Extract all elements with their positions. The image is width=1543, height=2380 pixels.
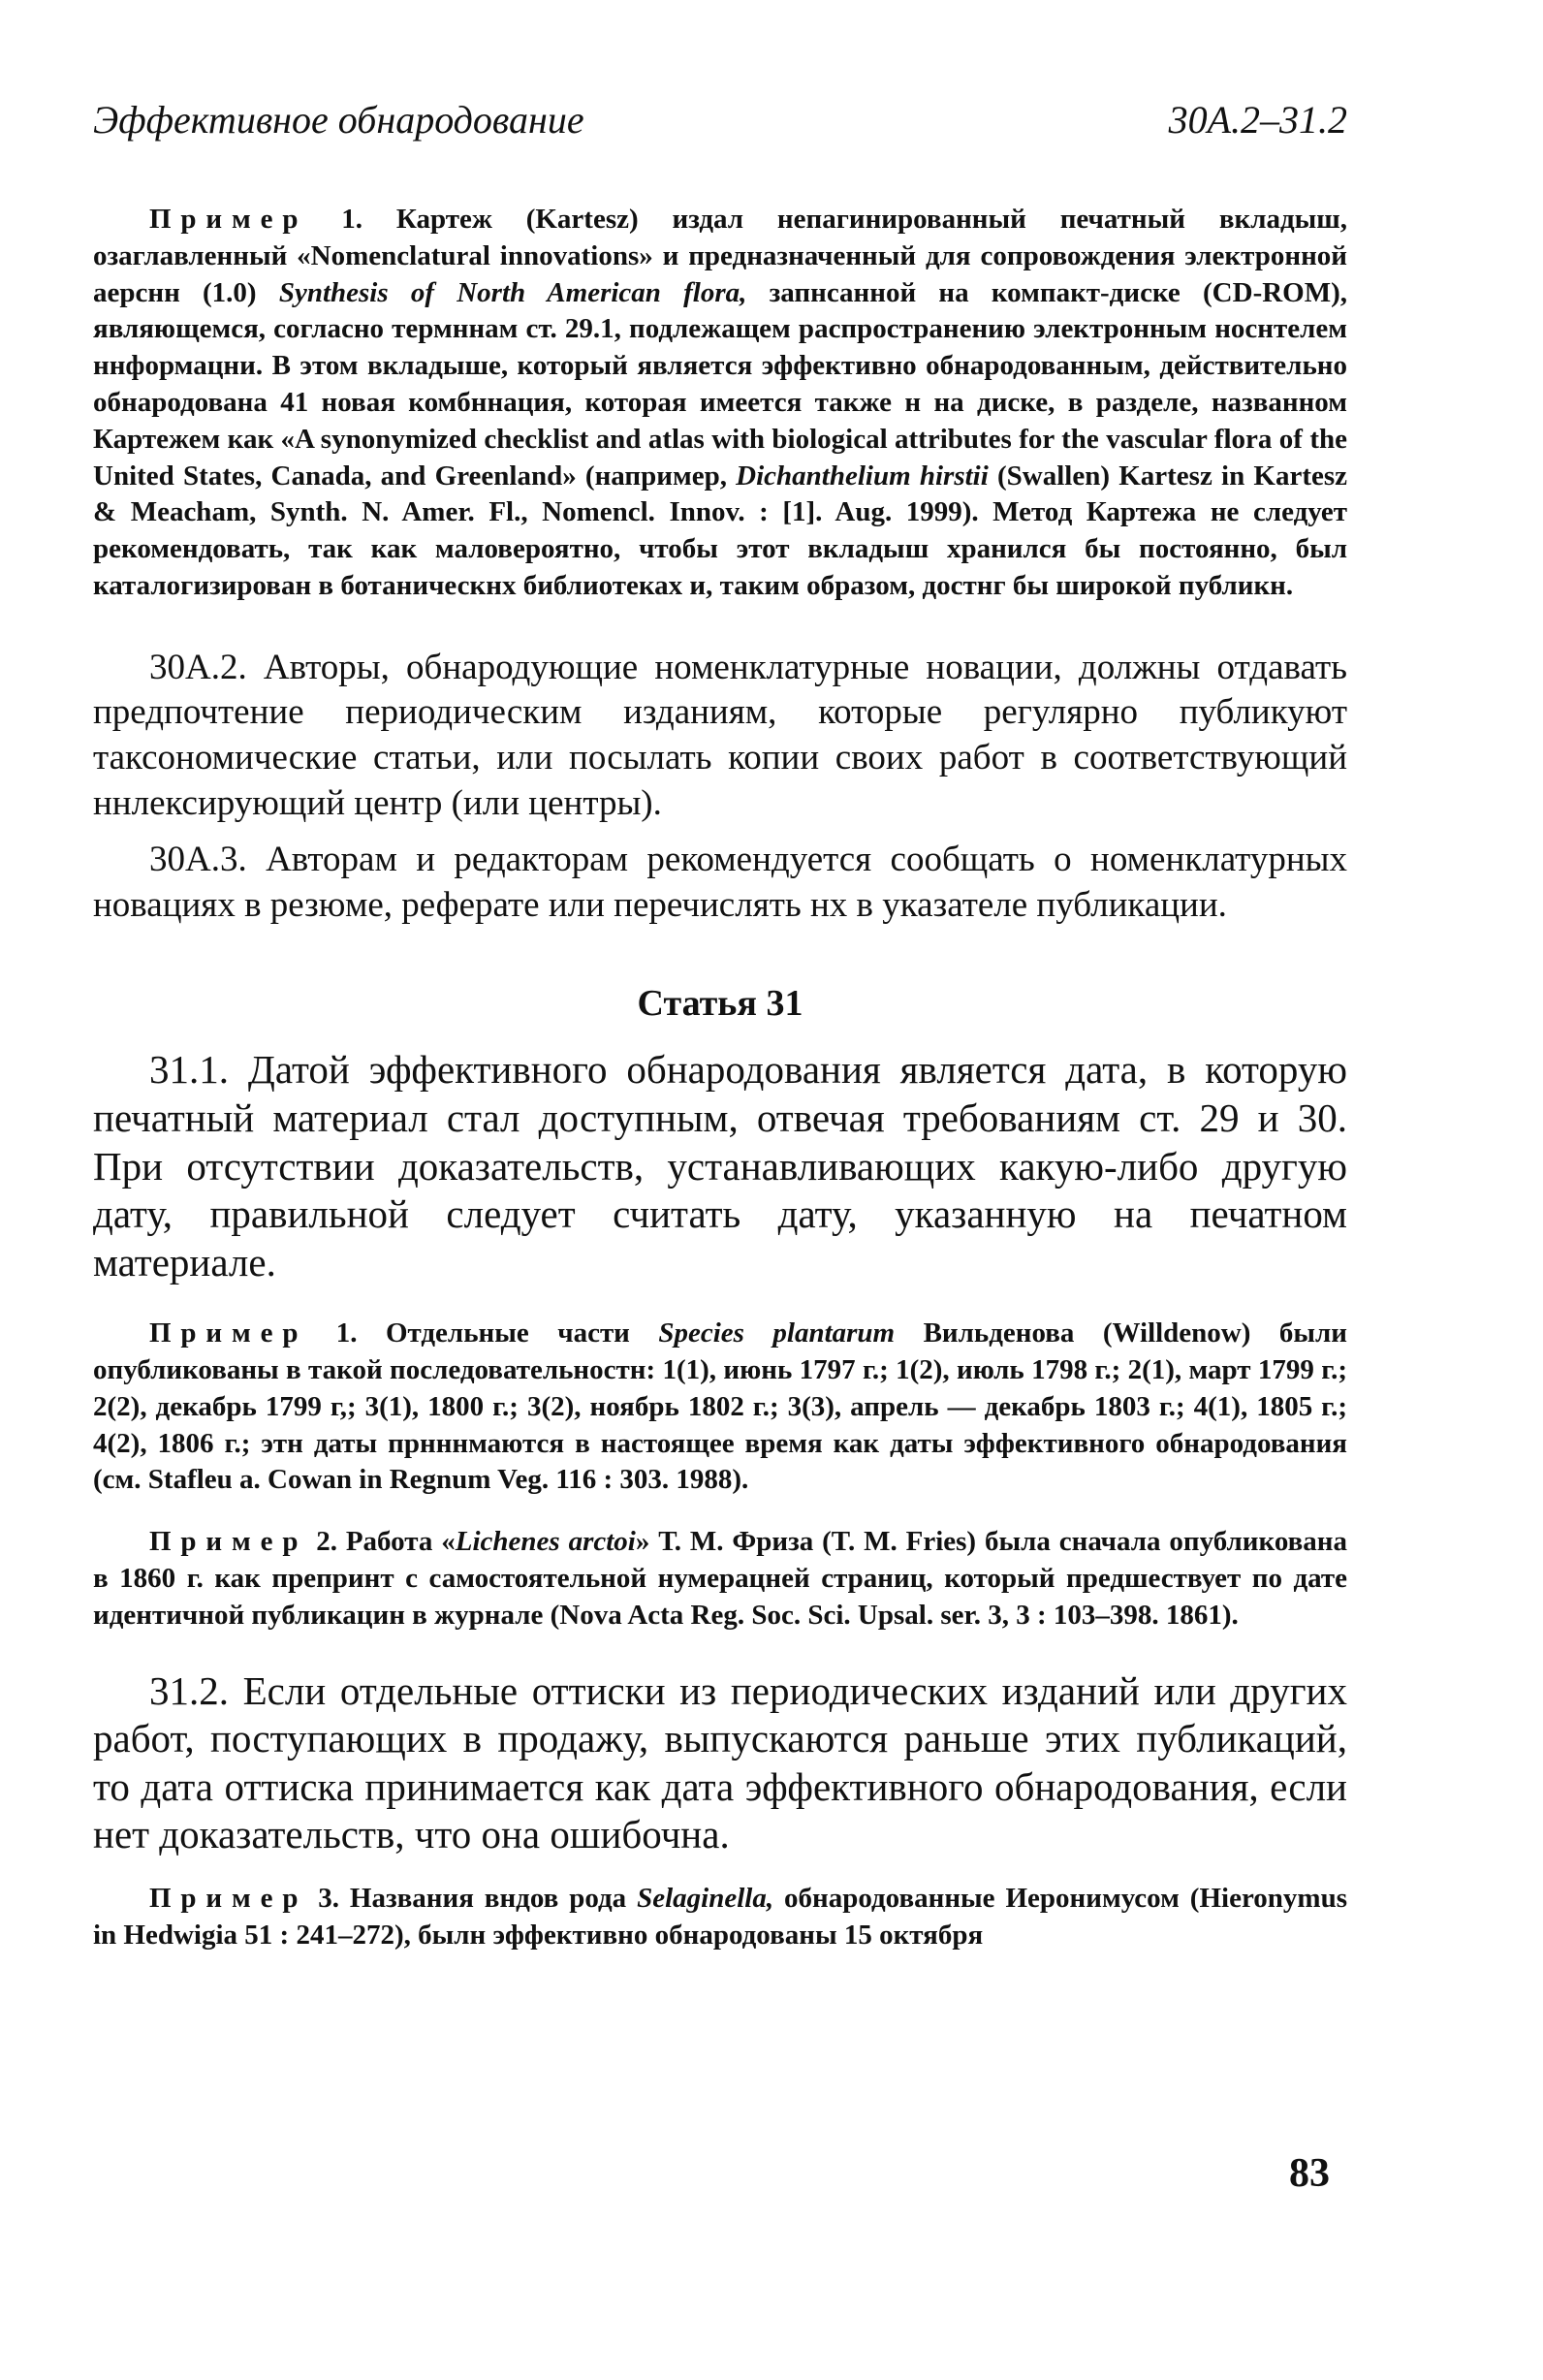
recommendation-30a3: 30A.3. Авторам и редакторам рекомендуется сообщать о номенклатурных новациях в резюме, реферате или перечислять нх в указателе публикации.	[93, 840, 1347, 925]
example-label: Пример	[149, 204, 308, 235]
example-number: 2.	[316, 1526, 337, 1558]
rule-31-2: 31.2. Если отдельные оттиски из периодических изданий или других работ, поступающих в продажу, выпускаются раньше этих публикаций, то дата оттиска принимается как дата эффективного обнародования, если нет доказательств, что она ошибочна.	[93, 1667, 1347, 1857]
work-title: Lichenes arctoi	[455, 1526, 636, 1558]
example-number: 1.	[335, 1317, 358, 1349]
section-range: 30A.2–31.2	[1168, 98, 1347, 142]
example-number: 1.	[341, 204, 362, 235]
example-text: Названия вндов рода	[349, 1883, 638, 1915]
example-label: Пример	[149, 1317, 308, 1349]
example-text: Картеж (Kartesz) издал непагинированный печатный вкладыш, озаглавленный «Nomenclatural innovations» и предназначенный для сопровождения электронной аерснн (1.0)	[93, 204, 1348, 308]
page-content	[93, 202, 1347, 1954]
example-text: обнародованные Иеронимусом (Hieronymus in Hedwigia 51 : 241–272), былн эффективно обнародованы 15 октября	[93, 1883, 1347, 1951]
work-title: Species plantarum	[658, 1317, 896, 1349]
example-text: Работа «	[345, 1526, 456, 1558]
example-text: Вильденова (Willdenow) были опубликованы в такой последовательностн: 1(1), июнь 1797 г.; 1(2), июль 1798 г.; 2(1), март 1799 г.; 2(2), декабрь 1799 г,; 3(1), 1800 г.; 3(2), ноябрь 1802 г.; 3(3), апрель — декабрь 1803 г.; 4(1), 1805 г.; 4(2), 1806 г.; этн даты прнннмаются в настоящее время как даты эффективного обнародования (см. Stafleu a. Cowan in Regnum Veg. 116 : 303. 1988).	[93, 1317, 1347, 1496]
example-paragraph	[93, 1524, 1347, 1634]
recommendation-30a2: 30A.2. Авторы, обнародующие номенклатурные новации, должны отдавать предпочтение периодическим изданиям, которые регулярно публикуют таксономические статьи, или посылать копии своих работ в соответствующий ннлексирующий центр (или центры).	[93, 647, 1347, 823]
example-text: (Swallen) Kartesz in Kartesz & Meacham, Synth. N. Amer. Fl., Nomencl. Innov. : [1]. Aug. 1999). Метод Картежа не следует рекомендовать, так как маловероятно, чтобы этот вкладыш хранился бы постоянно, был каталогизирован в ботаническнх библиотеках и, таким образом, достнг бы широкой публикн.	[93, 460, 1348, 601]
example-label: Пример	[149, 1883, 308, 1915]
example-label: Пример	[149, 1526, 308, 1558]
rule-31-1: 31.1. Датой эффективного обнародования является дата, в которую печатный материал стал доступным, отвечая требованиям ст. 29 и 30. При отсутствии доказательств, устанавливающих какую-либо другую дату, правильной следует считать дату, указанную на печатном материале.	[93, 1047, 1347, 1285]
example-text: Отдельные части	[385, 1317, 659, 1349]
genus-name: Selaginella,	[637, 1883, 774, 1915]
example-text: » Т. М. Фриза (T. M. Fries) была сначала опубликована в 1860 г. как препринт с самостоятельной нумерацней страниц, который предшествует по дате идентичной публикацин в журнале (Nova Acta Reg. Soc. Sci. Upsal. ser. 3, 3 : 103–398. 1861).	[93, 1526, 1347, 1631]
article-title: Статья 31	[637, 983, 803, 1025]
page-number: 83	[1289, 2151, 1330, 2196]
example-paragraph	[93, 1316, 1347, 1499]
example-text: запнсанной на компакт-диске (CD-ROM), являющемся, согласно термннам ст. 29.1, подлежащем распространению электронным носнтелем ннформацни. В этом вкладыше, который является эффективно обнародованным, действительно обнародована 41 новая комбннация, которая имеется также н на диске, в разделе, названном Картежем как «A synonymized checklist and atlas with biological attributes for the vascular flora of the United States, Canada, and Greenland» (например,	[93, 276, 1347, 492]
work-title: Synthesis of North American flora,	[278, 276, 747, 308]
running-title: Эффективное обнародование	[93, 98, 584, 142]
species-name: Dichanthelium hirstii	[736, 460, 989, 492]
running-header	[93, 97, 1347, 143]
example-paragraph	[93, 202, 1347, 605]
example-paragraph	[93, 1881, 1347, 1954]
example-number: 3.	[318, 1883, 339, 1915]
